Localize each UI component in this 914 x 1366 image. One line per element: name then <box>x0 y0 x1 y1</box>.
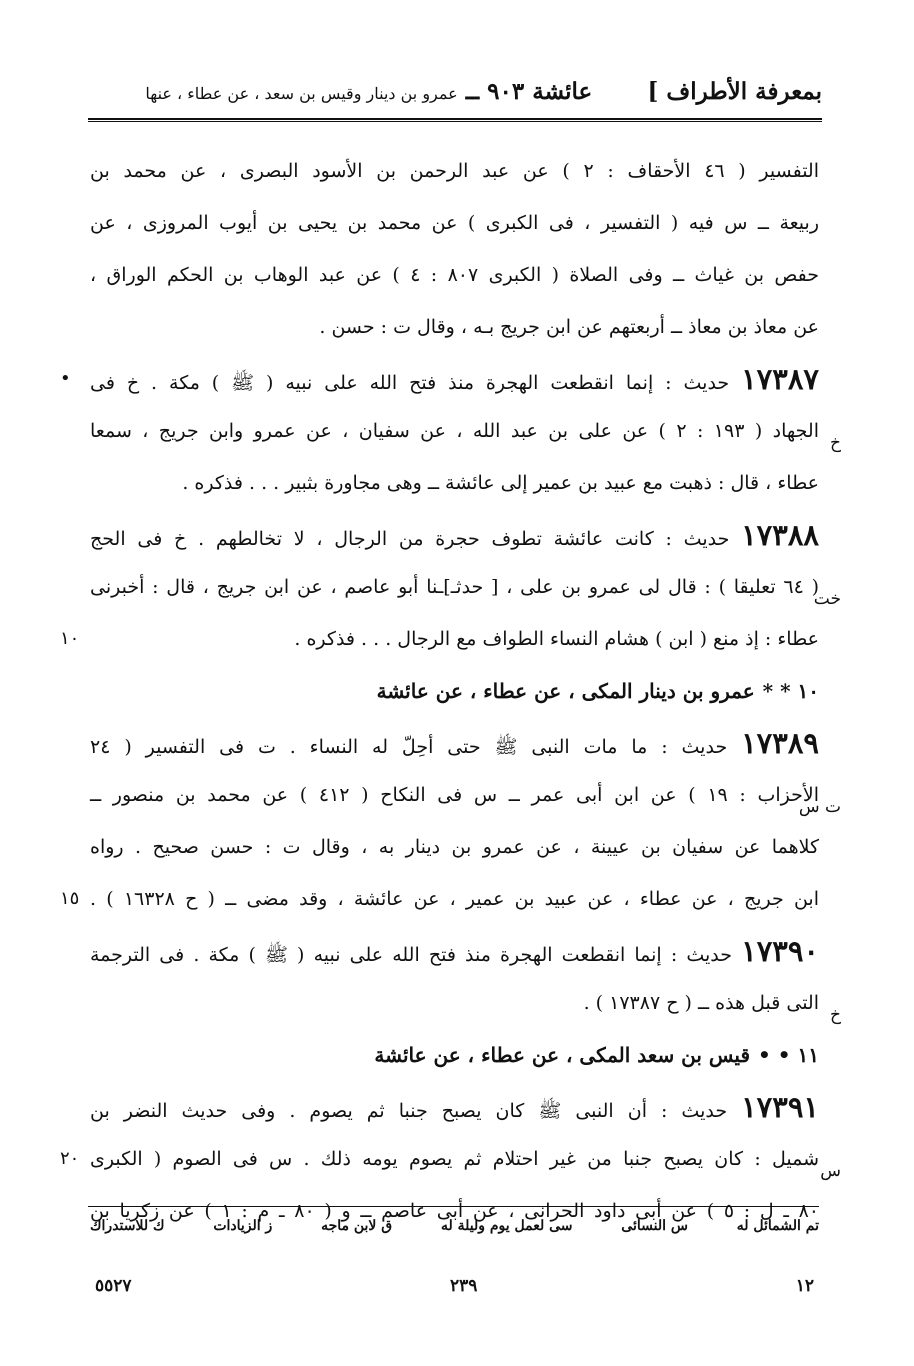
footer-left-number: ٥٥٢٧ <box>95 1276 132 1296</box>
footer-abbreviation: ز الزيادات <box>213 1218 273 1234</box>
footer-rule <box>88 1206 819 1207</box>
section-title: قيس بن سعد المكى ، عن عطاء ، عن عائشة <box>374 1043 751 1067</box>
section-title: عمرو بن دينار المكى ، عن عطاء ، عن عائشة <box>376 679 755 703</box>
line-text: ربيعة ــ س فيه ( التفسير ، فى الكبرى ) عن محمد بن يحيى بن أيوب المروزى ، عن <box>90 212 819 234</box>
footer-abbreviation: سى لعمل يوم وليلة له <box>440 1218 573 1234</box>
hadith-entry-line <box>90 717 819 769</box>
text-line <box>90 977 841 1029</box>
margin-line-number: ٢٠ <box>60 1148 80 1169</box>
footer-abbreviation: س النسائى <box>621 1218 688 1234</box>
text-line <box>90 457 819 509</box>
text-line <box>90 249 819 301</box>
text-line <box>60 873 820 925</box>
body-text <box>60 145 841 1237</box>
line-text: ( ٦٤ تعليقا ) : قال لى عمرو بن على ، [ حدثـ]ـنا أبو عاصم ، عن ابن جريج ، قال : أخبرنى <box>90 576 820 598</box>
line-text: التفسير ( ٤٦ الأحقاف : ٢ ) عن عبد الرحمن بن الأسود البصرى ، عن محمد بن <box>90 160 820 182</box>
footer-numbers <box>95 1276 814 1296</box>
hadith-entry-line <box>60 353 819 405</box>
line-text: حديث : كانت عائشة تطوف حجرة من الرجال ، لا تخالطهم . خ فى الحج <box>90 528 730 550</box>
footer-right-number: ١٢ <box>795 1276 814 1296</box>
line-text: ابن جريج ، عن عطاء ، عن عبيد بن عمير ، عن عائشة ، وقد مضى ــ ( ح ١٦٣٢٨ ) . <box>90 888 820 910</box>
page-number: ٢٣٩ <box>449 1276 478 1296</box>
text-line <box>90 405 841 457</box>
margin-source-siglum: خ <box>830 433 841 453</box>
line-text: حديث : ما مات النبى ﷺ حتى أحِلّ له النساء . ت فى التفسير ( ٢٤ <box>90 736 728 758</box>
margin-source-siglum: ت س <box>798 797 841 817</box>
hadith-entry-line <box>90 925 819 977</box>
header-rule-thin <box>88 121 822 122</box>
text-line <box>90 821 819 873</box>
line-text: ٨٠ ـ ل : ٥ ) عن أبى داود الحرانى ، عن أبى عاصم ــ و ( ٨٠ ـ م : ١ ) عن زكريا بن <box>90 1200 820 1222</box>
line-text: عن معاذ بن معاذ ــ أربعتهم عن ابن جريج بـه ، وقال ت : حسن . <box>319 316 819 338</box>
text-line <box>90 561 841 613</box>
hadith-number: ١٧٣٨٨ <box>741 518 819 552</box>
line-text: الأحزاب : ١٩ ) عن ابن أبى عمر ــ س فى النكاح ( ٤١٢ ) عن محمد بن منصور ــ <box>90 784 819 806</box>
margin-source-siglum: س <box>820 1161 841 1181</box>
header-title: بمعرفة الأطراف ] <box>647 77 822 105</box>
footer-abbreviation: ك للاستدراك <box>90 1218 165 1234</box>
text-line <box>90 769 841 821</box>
margin-line-number: • <box>60 368 71 389</box>
section-marker: ١٠ * * <box>762 679 819 703</box>
line-text: حفص بن غياث ــ وفى الصلاة ( الكبرى ٨٠٧ : ٤ ) عن عبد الوهاب بن الحكم الوراق ، <box>90 264 819 286</box>
line-text: الجهاد ( ١٩٣ : ٢ ) عن على بن عبد الله ، عن سفيان ، عن عمرو وابن جريج ، سمعا <box>90 420 819 442</box>
line-text: حديث : إنما انقطعت الهجرة منذ فتح الله على نبيه ( ﷺ ) مكة . فى الترجمة <box>90 944 732 966</box>
section-heading <box>90 665 819 717</box>
header-section <box>145 78 592 105</box>
footer-abbreviations <box>90 1218 819 1234</box>
line-text: التى قبل هذه ــ ( ح ١٧٣٨٧ ) . <box>583 992 819 1014</box>
section-marker: ١١ • • <box>758 1043 819 1067</box>
footer-abbreviation: ق لابن ماجه <box>321 1218 393 1234</box>
line-text: حديث : أن النبى ﷺ كان يصبح جنبا ثم يصوم . وفى حديث النضر بن <box>90 1100 728 1122</box>
line-text: عطاء ، قال : ذهبت مع عبيد بن عمير إلى عائشة ــ وهى مجاورة بثبير . . . فذكره . <box>182 472 819 494</box>
margin-source-siglum: خ <box>830 1005 841 1025</box>
header-subtitle: عمرو بن دينار وقيس بن سعد ، عن عطاء ، عنها <box>145 83 458 103</box>
section-heading <box>90 1029 819 1081</box>
hadith-entry-line <box>90 1081 819 1133</box>
hadith-number: ١٧٣٩٠ <box>741 934 820 968</box>
line-text: شميل : كان يصبح جنبا من غير احتلام ثم يصوم يومه ذلك . س فى الصوم ( الكبرى <box>90 1148 819 1170</box>
margin-line-number: ١٥ <box>60 888 80 909</box>
margin-source-siglum: خت <box>813 589 841 609</box>
margin-line-number: ١٠ <box>60 628 80 649</box>
hadith-number: ١٧٣٨٧ <box>741 362 819 396</box>
hadith-entry-line <box>90 509 819 561</box>
line-text: عطاء : إذ منع ( ابن ) هشام النساء الطواف مع الرجال . . . فذكره . <box>294 628 819 650</box>
text-line <box>90 145 819 197</box>
hadith-number: ١٧٣٨٩ <box>741 726 819 760</box>
text-line <box>90 301 819 353</box>
header-center: عائشة ٩٠٣ ــ <box>465 77 593 105</box>
text-line <box>60 613 819 665</box>
text-line <box>90 197 819 249</box>
line-text: كلاهما عن سفيان بن عيينة ، عن عمرو بن دينار به ، وقال ت : حسن صحيح . رواه <box>90 836 819 858</box>
running-header <box>90 74 822 108</box>
line-text: حديث : إنما انقطعت الهجرة منذ فتح الله على نبيه ( ﷺ ) مكة . خ فى <box>90 372 730 394</box>
hadith-number: ١٧٣٩١ <box>741 1090 819 1124</box>
text-line <box>60 1133 841 1185</box>
footer-abbreviation: تم الشمائل له <box>736 1218 819 1234</box>
header-rule <box>88 118 822 120</box>
